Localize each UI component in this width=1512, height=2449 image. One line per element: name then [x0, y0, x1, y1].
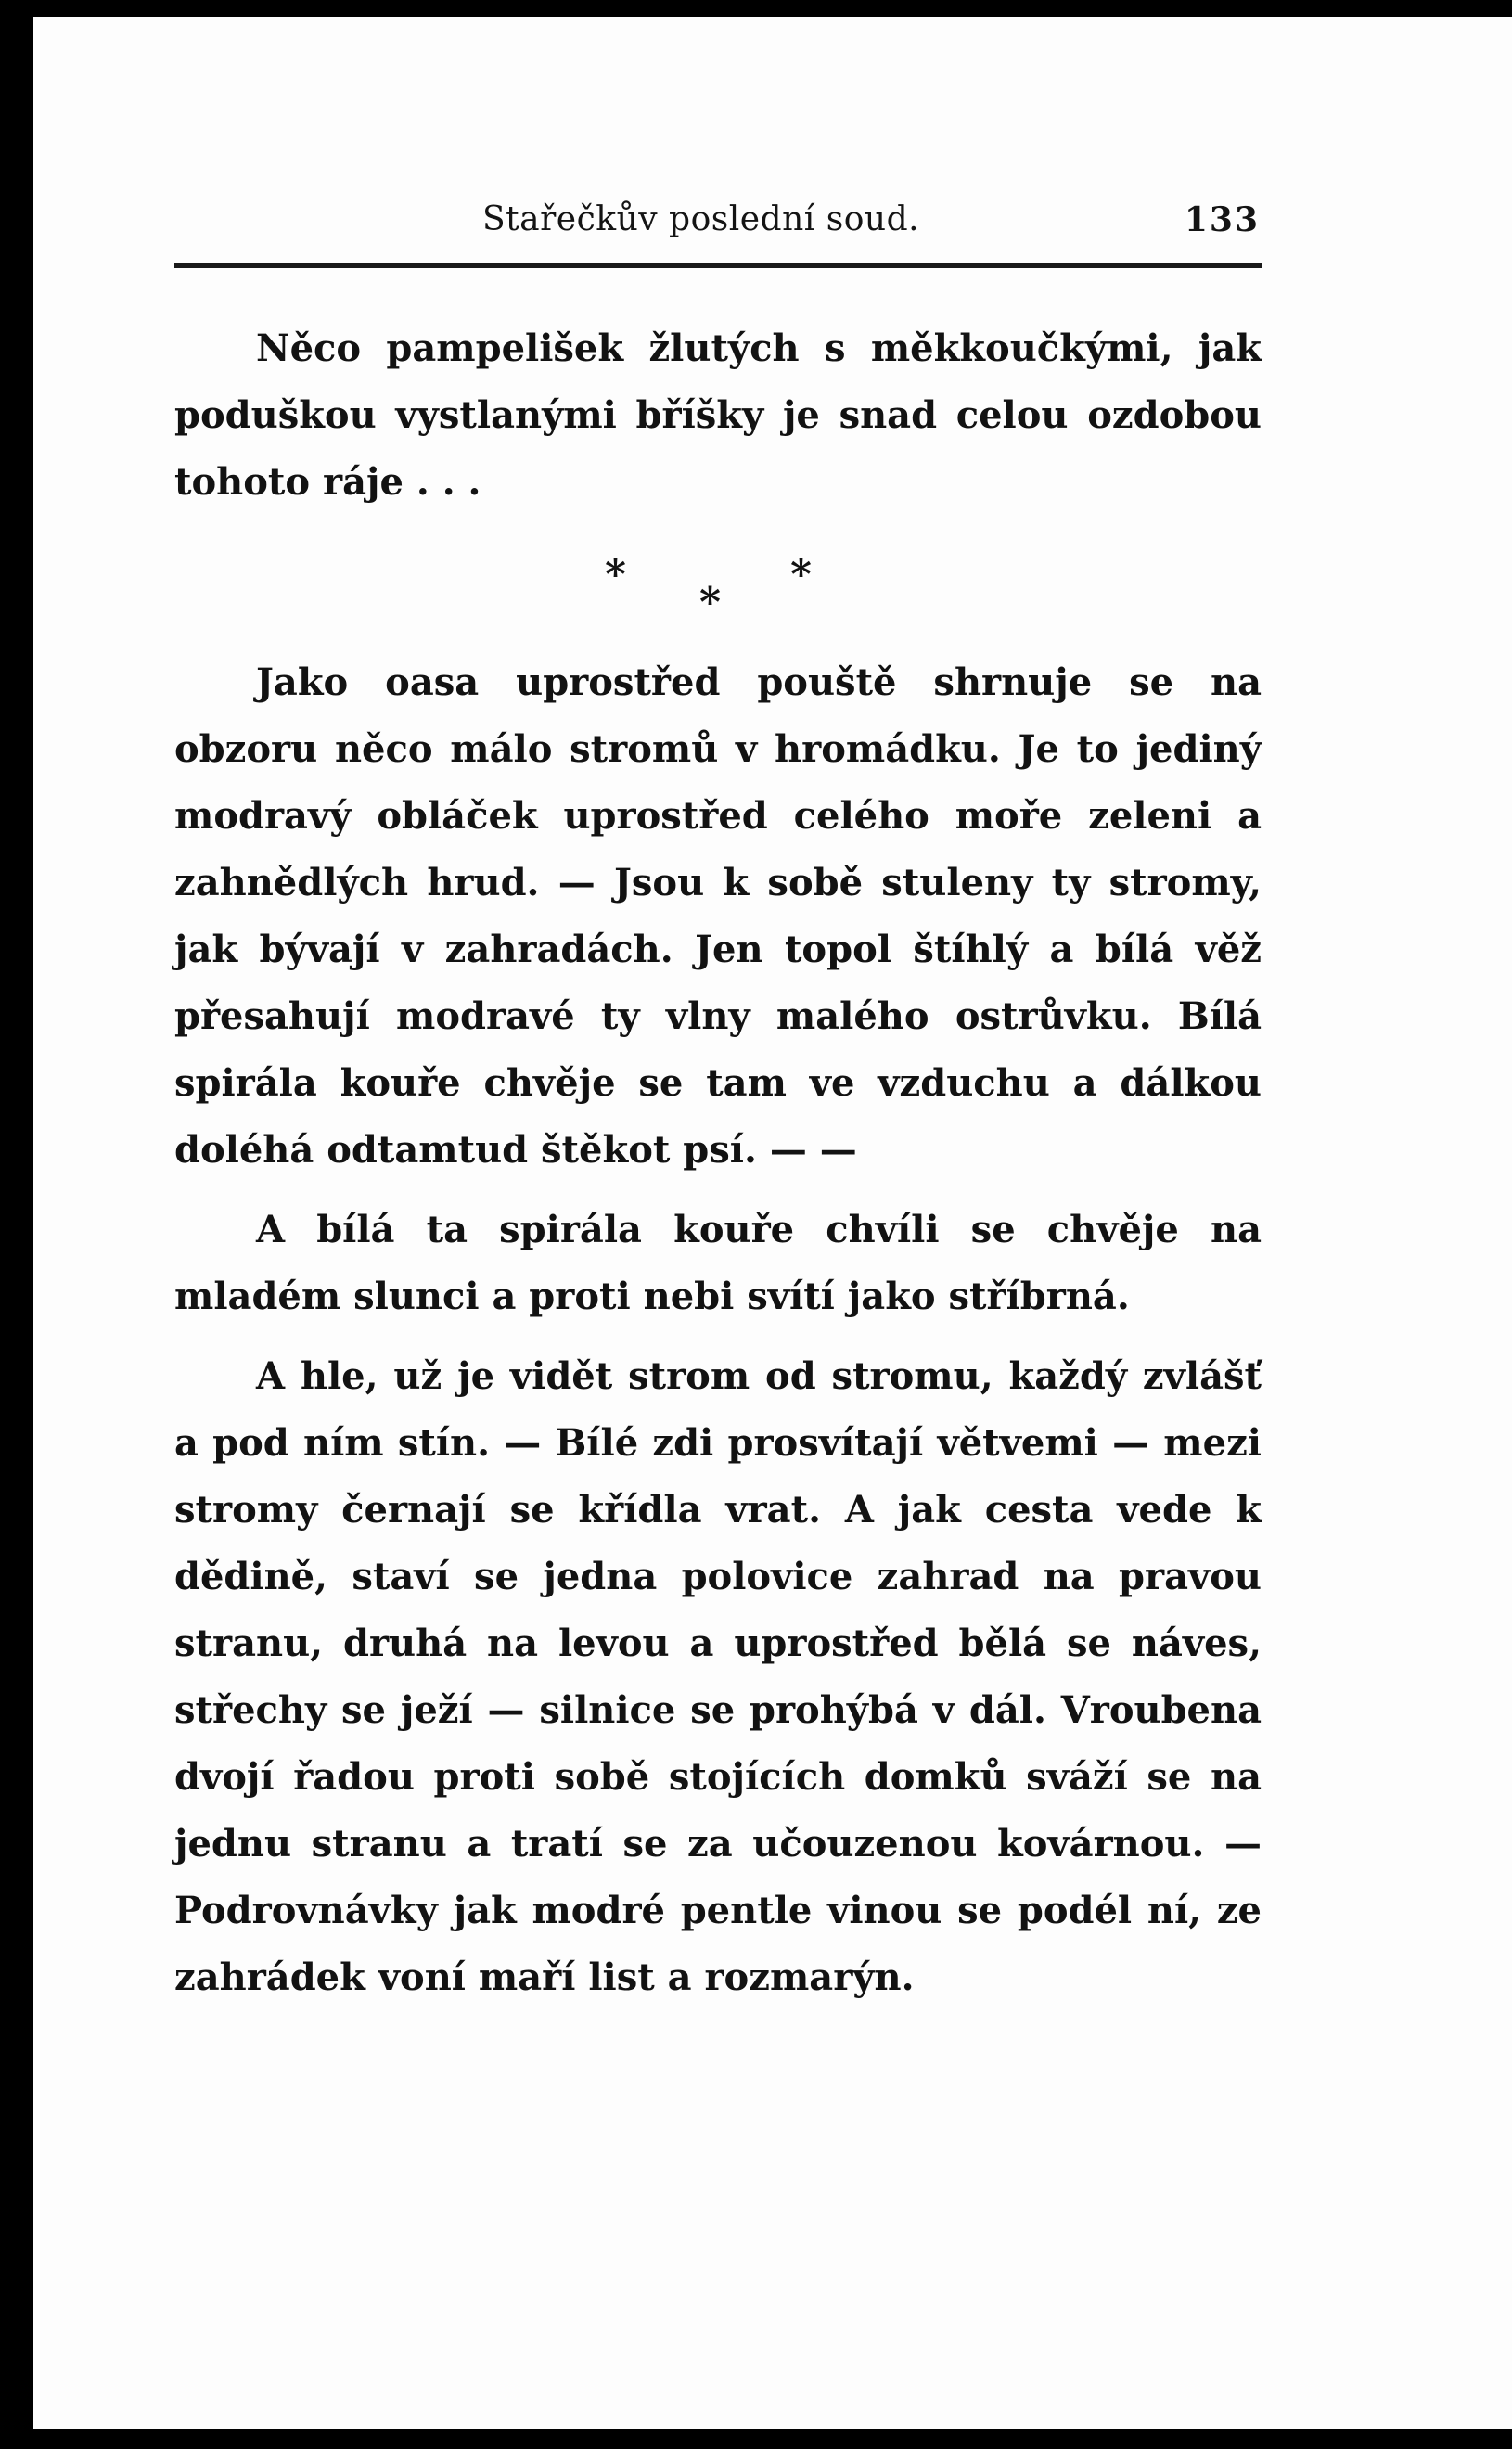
page-header	[173, 180, 1260, 239]
book-page	[33, 17, 1512, 2429]
paragraph-2: Jako oasa uprostřed pouště shrnuje se na obzoru něco málo stromů v hromádku. Je to jediný modravý obláček uprostřed celého moře zeleni a zahnědlých hrud. — Jsou k sobě stuleny ty stromy, jak bývají v zahradách. Jen topol štíhlý a bílá věž přesahují modravé ty vlny malého ostrůvku. Bílá spirála kouře chvěje se tam ve vzduchu a dálkou doléhá odtamtud štěkot psí. — —	[174, 660, 1262, 1172]
running-title: Stařečkův poslední soud.	[482, 200, 920, 238]
section-break-ornament	[174, 516, 1262, 649]
asterisk-left: *	[605, 551, 627, 598]
page-body	[174, 315, 1262, 2011]
paragraph-4: A hle, už je vidět strom od stromu, každý zvlášť a pod ním stín. — Bílé zdi prosvítají větvemi — mezi stromy černají se křídla vrat. A jak cesta vede k dědině, staví se jedna polovice zahrad na pravou stranu, druhá na levou a uprostřed bělá se náves, střechy se ježí — silnice se prohýbá v dál. Vroubena dvojí řadou proti sobě stojících domků sváží se na jednu stranu a tratí se za učouzenou kovárnou. — Podrovnávky jak modré pentle vinou se podél ní, ze zahrádek voní maří list a rozmarýn.	[174, 1354, 1262, 1999]
paragraph-3: A bílá ta spirála kouře chvíli se chvěje na mladém slunci a proti nebi svítí jako stříbrná.	[174, 1208, 1262, 1318]
asterisk-center: *	[699, 579, 722, 626]
paragraph-1: Něco pampelišek žlutých s měkkoučkými, jak poduškou vystlanými bříšky je snad celou ozdobou tohoto ráje . . .	[174, 327, 1262, 504]
header-rule	[174, 263, 1262, 268]
asterisk-right: *	[790, 551, 813, 598]
page-number: 133	[1184, 200, 1260, 239]
